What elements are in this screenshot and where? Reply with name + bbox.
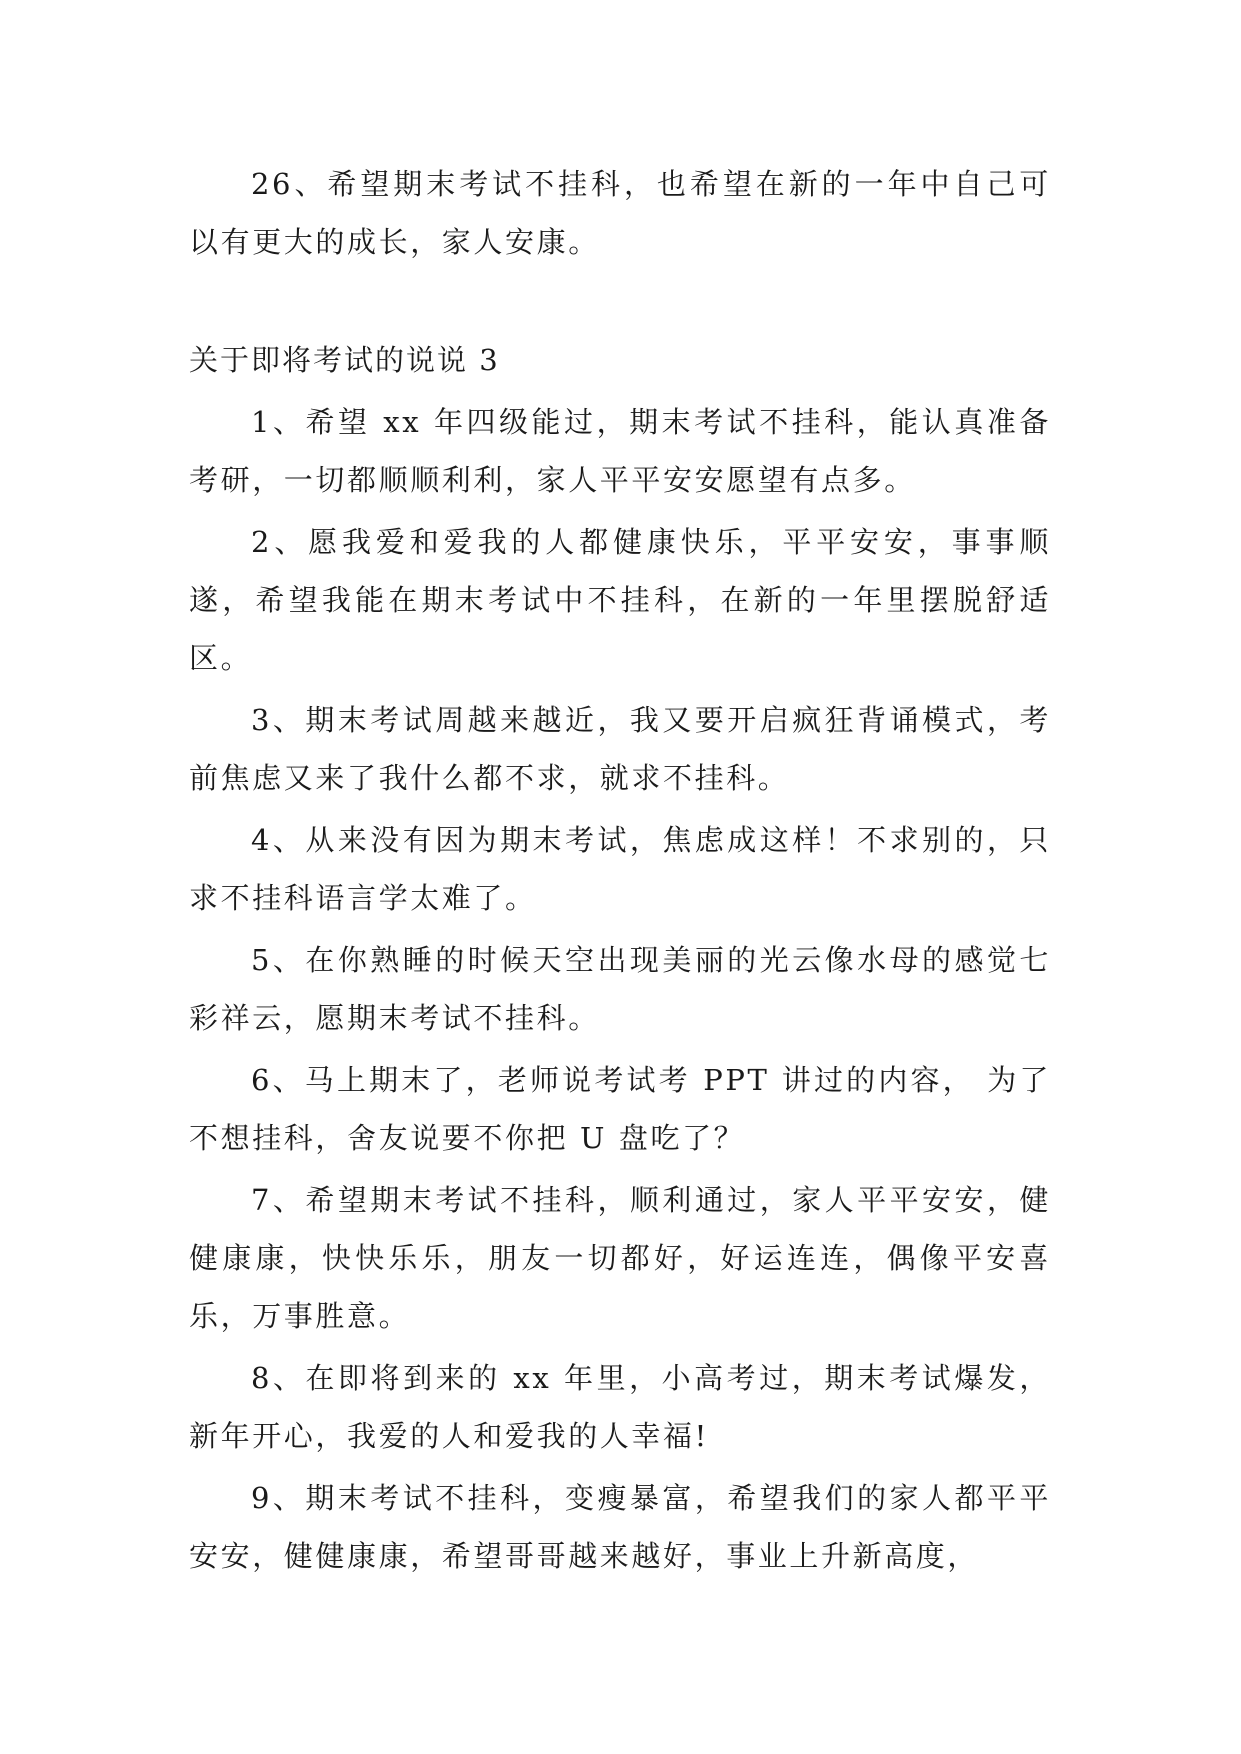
paragraph-6: 6、马上期末了，老师说考试考 PPT 讲过的内容， 为了不想挂科，舍友说要不你把 U 盘吃了？ — [189, 1063, 1051, 1155]
paragraph-8: 8、在即将到来的 xx 年里，小高考过，期末考试爆发，新年开心，我爱的人和爱我的人幸福! — [189, 1361, 1051, 1453]
paragraph-26: 26、希望期末考试不挂科，也希望在新的一年中自己可以有更大的成长，家人安康。 — [189, 167, 1051, 259]
section-heading: 关于即将考试的说说 3 — [189, 343, 500, 377]
paragraph-5: 5、在你熟睡的时候天空出现美丽的光云像水母的感觉七彩祥云，愿期末考试不挂科。 — [189, 943, 1051, 1035]
document-page — [189, 155, 1051, 1589]
paragraph-2: 2、愿我爱和爱我的人都健康快乐，平平安安，事事顺遂，希望我能在期末考试中不挂科，在新的一年里摆脱舒适区。 — [189, 525, 1051, 675]
paragraph-9: 9、期末考试不挂科，变瘦暴富，希望我们的家人都平平安安，健健康康，希望哥哥越来越好，事业上升新高度， — [189, 1481, 1051, 1573]
paragraph-3: 3、期末考试周越来越近，我又要开启疯狂背诵模式，考前焦虑又来了我什么都不求，就求不挂科。 — [189, 703, 1051, 795]
paragraph-1: 1、希望 xx 年四级能过，期末考试不挂科，能认真准备考研，一切都顺顺利利，家人平平安安愿望有点多。 — [189, 405, 1051, 497]
paragraph-4: 4、从来没有因为期末考试，焦虑成这样！不求别的，只求不挂科语言学太难了。 — [189, 823, 1051, 915]
paragraph-7: 7、希望期末考试不挂科，顺利通过，家人平平安安，健健康康，快快乐乐，朋友一切都好，好运连连，偶像平安喜乐，万事胜意。 — [189, 1183, 1051, 1333]
